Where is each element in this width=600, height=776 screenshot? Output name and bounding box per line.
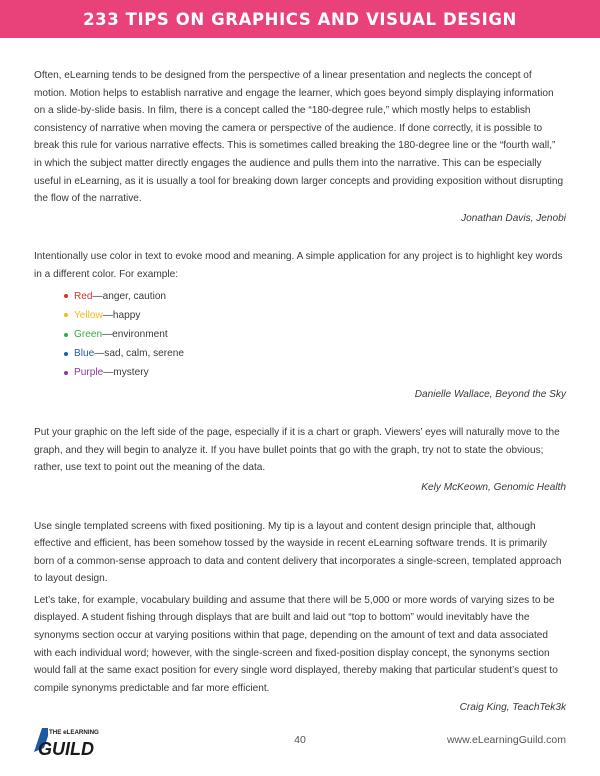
- bullet-dot: [64, 294, 68, 298]
- page-title: 233 TIPS ON GRAPHICS AND VISUAL DESIGN: [83, 9, 517, 29]
- color-word-green: Green: [74, 328, 103, 340]
- color-word-yellow: Yellow: [74, 309, 103, 321]
- list-item-purple: [64, 363, 566, 382]
- bullet-dot: [64, 352, 68, 356]
- logo-top-text: THE eLEARNING: [49, 729, 99, 736]
- tip-3: [34, 424, 566, 496]
- site-url-link[interactable]: www.eLearningGuild.com: [446, 734, 566, 746]
- color-meaning-list: [64, 287, 566, 383]
- list-item-blue: [64, 344, 566, 363]
- bullet-dot: [64, 333, 68, 337]
- tip-1-paragraph: Often, eLearning tends to be designed from the perspective of a linear presentation and neglects the concept of motion. Motion helps to establish narrative and engage the learner, which goes beyond simply displaying information on a slide-by-slide basis. In film, there is a concept called the “180-degree rule,” which mostly helps to establish consistency of narrative when moving the camera or perspective of the audience. If done correctly, it is possible to break this rule for various narrative effects. This is sometimes called breaking the 180-degree line or the “fourth wall,” in which the subject matter directly engages the audience and pulls them into the narrative. This can be especially useful in eLearning, as it is usually a tool for breaking down larger concepts and providing exposition without disrupting the flow of the narrative.: [34, 70, 564, 205]
- list-item-green: [64, 325, 566, 344]
- color-meaning-yellow: —happy: [102, 309, 141, 321]
- color-meaning-blue: —sad, calm, serene: [94, 348, 184, 360]
- color-word-red: Red: [74, 290, 93, 302]
- tip-2-attribution: Danielle Wallace, Beyond the Sky: [414, 388, 566, 400]
- tip-4-paragraph-2: Let’s take, for example, vocabulary building and assume that there will be 5,000 or more words of varying sizes to be displayed. A student fishing through displays that are built and laid out “top to bottom” would inevitably have the synonyms section occur at varying positions within that page, depending on the amount of text and data associated with each individual word; however, with the single-screen and fixed-position display concept, the synonyms section would fall at the same exact position for every single word displayed, thereby making that particular student’s quest to compile synonyms predictable and far more efficient.: [34, 594, 558, 694]
- tip-4-paragraph-1: Use single templated screens with fixed positioning. My tip is a layout and content design principle that, although effective and efficient, has been somehow tossed by the wayside in recent eLearning software trends. It is primarily born of a common-sense approach to data and content delivery that incorporates a single-screen, templated approach to layout design.: [34, 520, 562, 585]
- tip-1: [34, 67, 566, 227]
- tip-1-attribution: Jonathan Davis, Jenobi: [461, 212, 566, 224]
- page-header: [0, 0, 600, 38]
- color-meaning-purple: —mystery: [103, 367, 149, 379]
- color-word-purple: Purple: [74, 367, 104, 379]
- tip-3-paragraph: Put your graphic on the left side of the page, especially if it is a chart or graph. Viewers’ eyes will naturally move to the graph, and they will begin to analyze it. If you have bullet points that go with the graph, try not to state the obvious; rather, use text to point out the meaning of the data.: [34, 427, 560, 474]
- bullet-dot: [64, 371, 68, 375]
- tips-content: [34, 67, 566, 738]
- tip-2: [34, 248, 566, 403]
- color-meaning-green: —environment: [102, 328, 168, 340]
- logo-main-text: GUILD: [38, 739, 94, 759]
- page-footer: [0, 712, 600, 762]
- bullet-dot: [64, 313, 68, 317]
- color-meaning-red: —anger, caution: [92, 290, 167, 302]
- tip-3-attribution: Kely McKeown, Genomic Health: [421, 481, 566, 493]
- list-item-red: [64, 287, 566, 306]
- tip-2-paragraph: Intentionally use color in text to evoke mood and meaning. A simple application for any project is to highlight key words in a different color. For example:: [34, 251, 563, 280]
- color-word-blue: Blue: [74, 348, 95, 360]
- tip-4: [34, 518, 566, 718]
- page-number: 40: [294, 734, 306, 746]
- list-item-yellow: [64, 306, 566, 325]
- tip-4-attribution: Craig King, TeachTek3k: [459, 702, 566, 714]
